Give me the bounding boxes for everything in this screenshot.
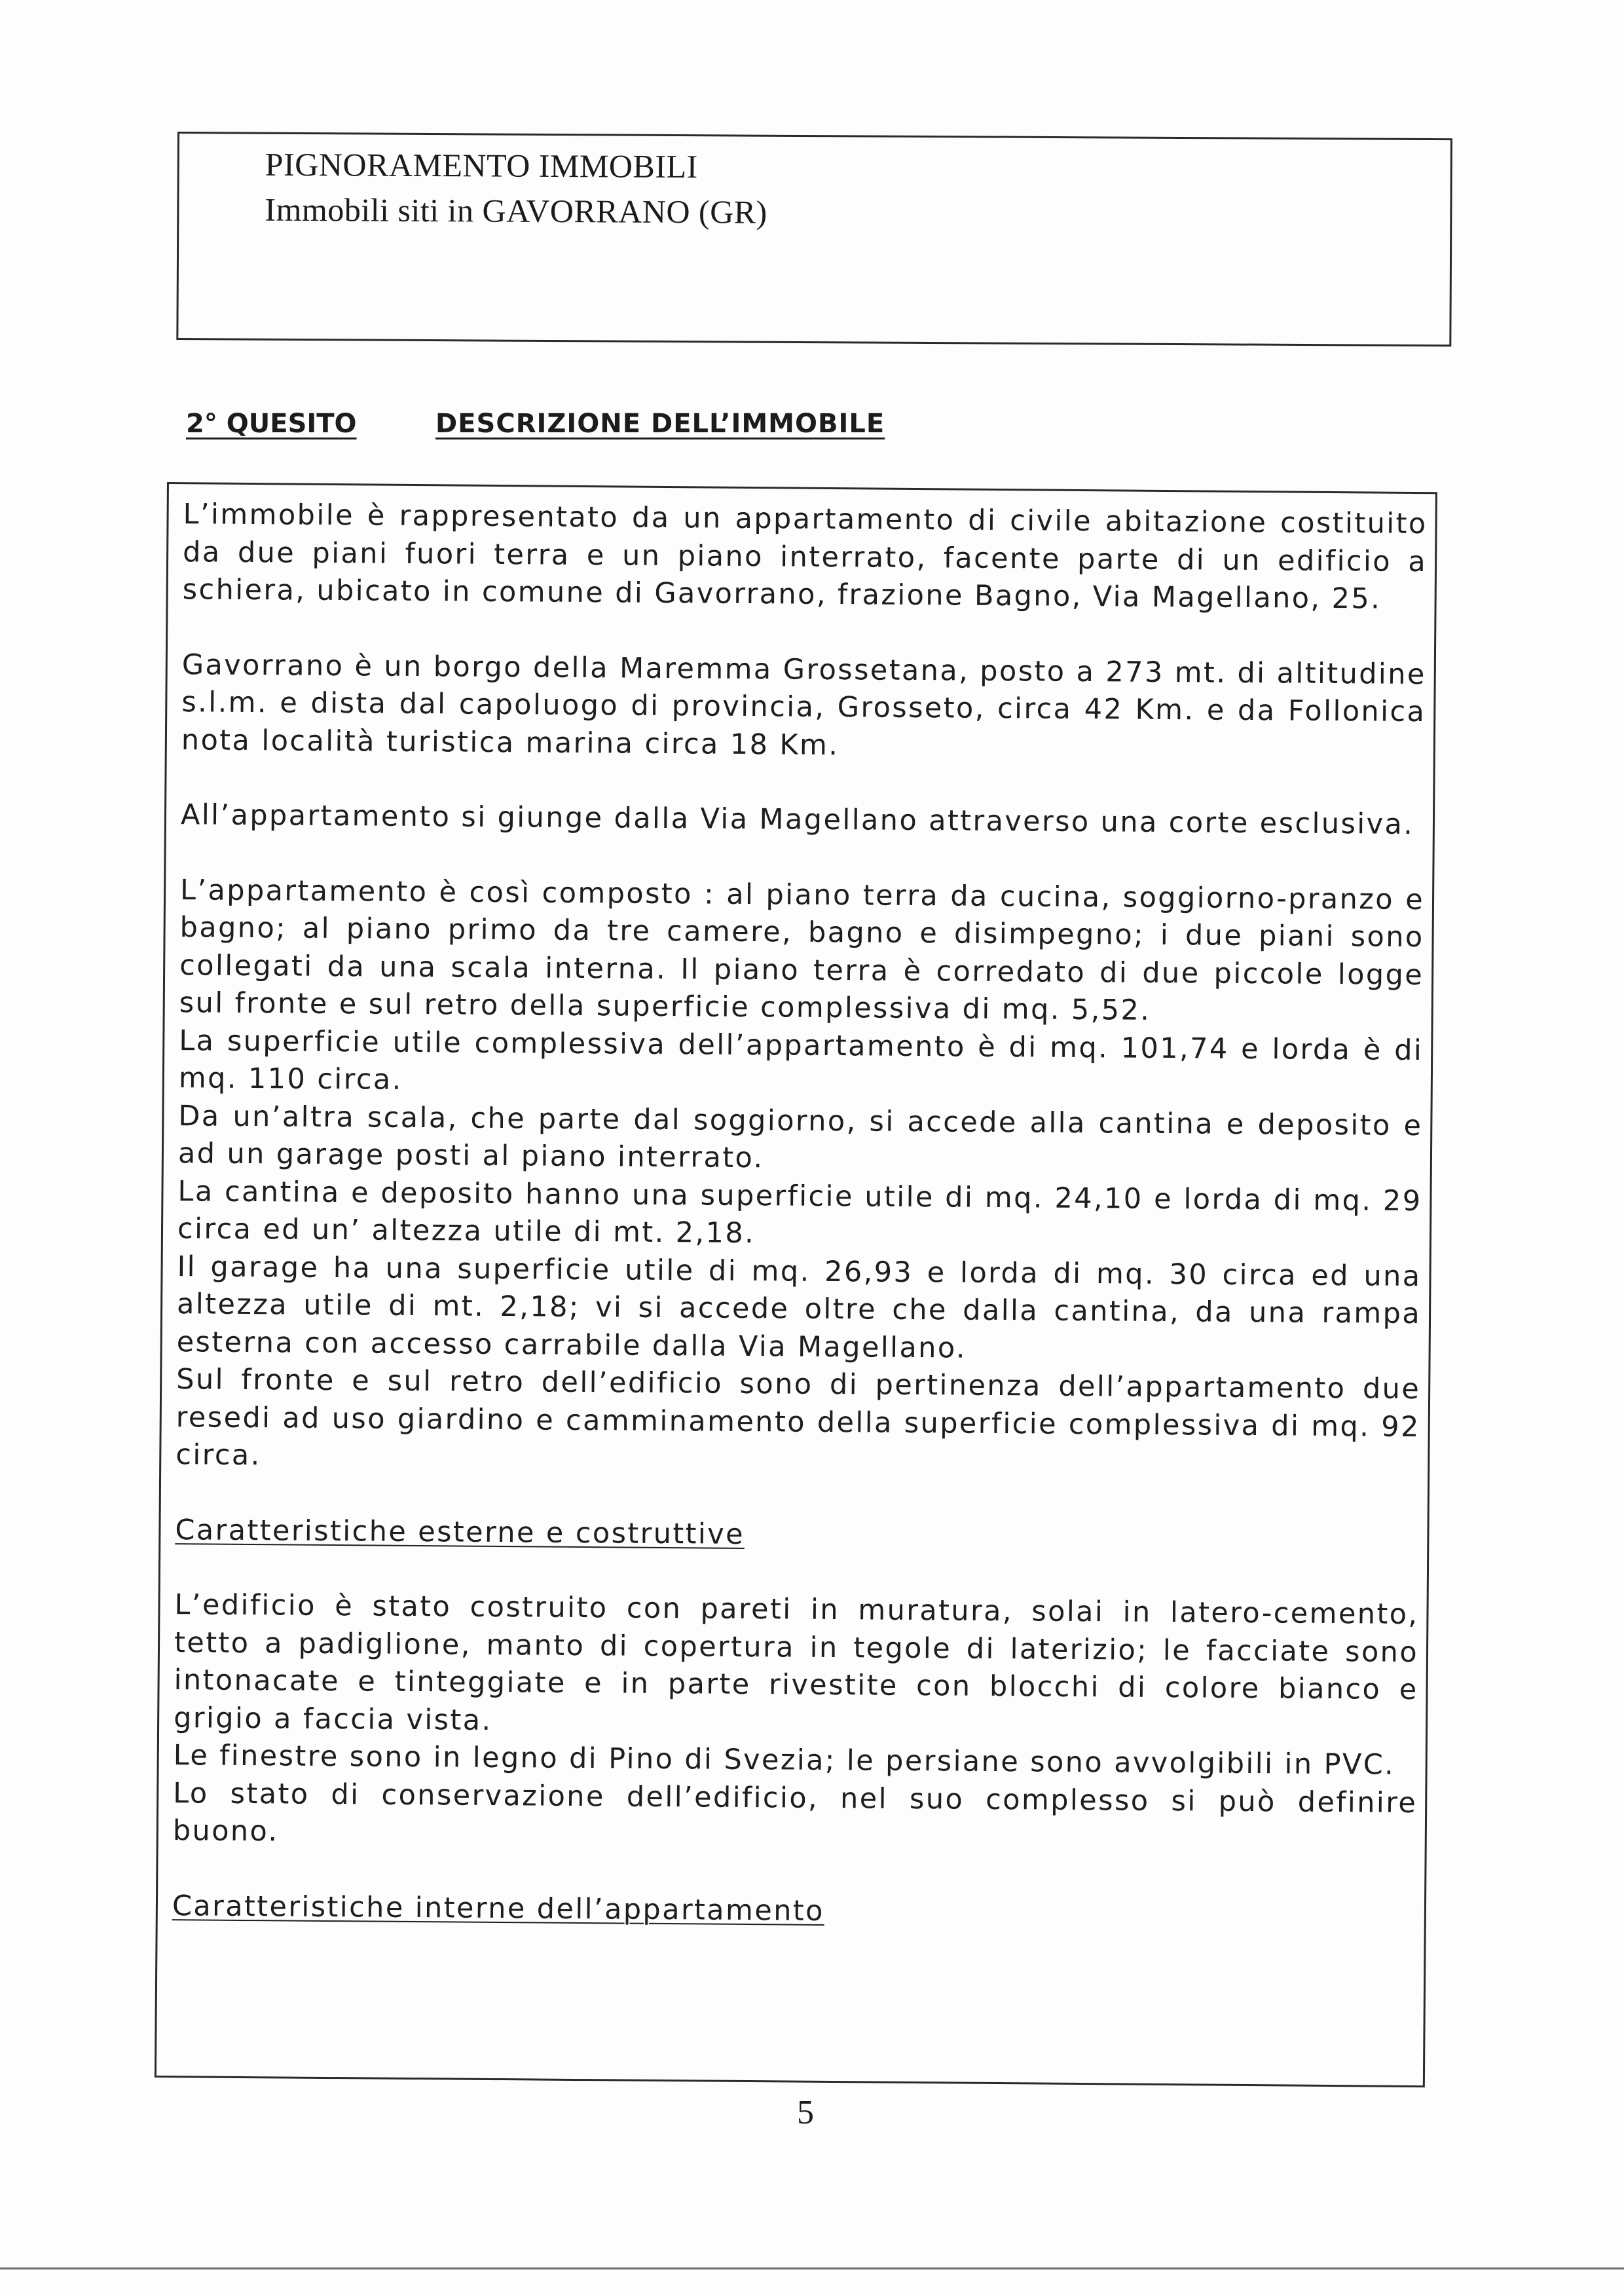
subheading-external: Caratteristiche esterne e costruttive	[175, 1513, 745, 1551]
section-title: DESCRIZIONE DELL’IMMOBILE	[435, 409, 885, 439]
paragraph: L’appartamento è così composto : al piano terra da cucina, soggiorno-pranzo e bagno; al piano primo da tre camere, bagno e disimpegno; i due piani sono collegati da una scala interna. Il piano terra è corredato di due piccole logge sul fronte e sul retro della superficie complessiva di mq. 5,52.	[179, 873, 1425, 1027]
subheading-internal: Caratteristiche interne dell’appartamento	[172, 1889, 825, 1928]
paragraph: Sul fronte e sul retro dell’edificio sono di pertinenza dell’appartamento due resedi ad uso giardino e camminamento della superficie complessiva di mq. 92 circa.	[175, 1363, 1421, 1472]
paragraph: La cantina e deposito hanno una superficie utile di mq. 24,10 e lorda di mq. 29 circa ed un’ altezza utile di mt. 2,18.	[177, 1174, 1422, 1250]
section-number: 2° QUESITO	[186, 409, 357, 439]
header-box	[176, 132, 1452, 346]
content-text	[172, 496, 1428, 1935]
paragraph: L’immobile è rappresentato da un appartamento di civile abitazione costituito da due piani fuori terra e un piano interrato, facente parte di un edificio a schiera, ubicato in comune di Gavorrano, frazione Bagno, Via Magellano, 25.	[182, 498, 1428, 616]
paragraph: Il garage ha una superficie utile di mq. 26,93 e lorda di mq. 30 circa ed una altezza utile di mt. 2,18; vi si accede oltre che dalla cantina, da una rampa esterna con accesso carrabile dalla Via Magellano.	[176, 1250, 1422, 1365]
paragraph: Le finestre sono in legno di Pino di Svezia; le persiane sono avvolgibili in PVC.	[173, 1739, 1395, 1782]
paragraph: Da un’altra scala, che parte dal soggiorno, si accede alla cantina e deposito e ad un garage posti al piano interrato.	[177, 1099, 1423, 1175]
content-box	[155, 482, 1437, 2087]
scan-edge-line	[0, 2267, 1624, 2269]
paragraph: Gavorrano è un borgo della Maremma Grossetana, posto a 273 mt. di altitudine s.l.m. e dista dal capoluogo di provincia, Grosseto, circa 42 Km. e da Follonica nota località turistica marina circa 18 Km.	[181, 648, 1426, 762]
header-title: PIGNORAMENTO IMMOBILI	[265, 145, 698, 185]
header-subtitle: Immobili siti in GAVORRANO (GR)	[265, 191, 767, 231]
page-number: 5	[797, 2094, 814, 2131]
paragraph: La superficie utile complessiva dell’appartamento è di mq. 101,74 e lorda è di mq. 110 circa.	[178, 1024, 1424, 1096]
paragraph: All’appartamento si giunge dalla Via Magellano attraverso una corte esclusiva.	[180, 798, 1414, 841]
paragraph: Lo stato di conservazione dell’edificio, nel suo complesso si può definire buono.	[172, 1776, 1418, 1848]
paragraph: L’edificio è stato costruito con pareti in muratura, solai in latero-cemento, tetto a padiglione, manto di copertura in tegole di laterizio; le facciate sono intonacate e tinteggiate e in parte rivestite con blocchi di colore bianco e grigio a faccia vista.	[173, 1588, 1419, 1737]
